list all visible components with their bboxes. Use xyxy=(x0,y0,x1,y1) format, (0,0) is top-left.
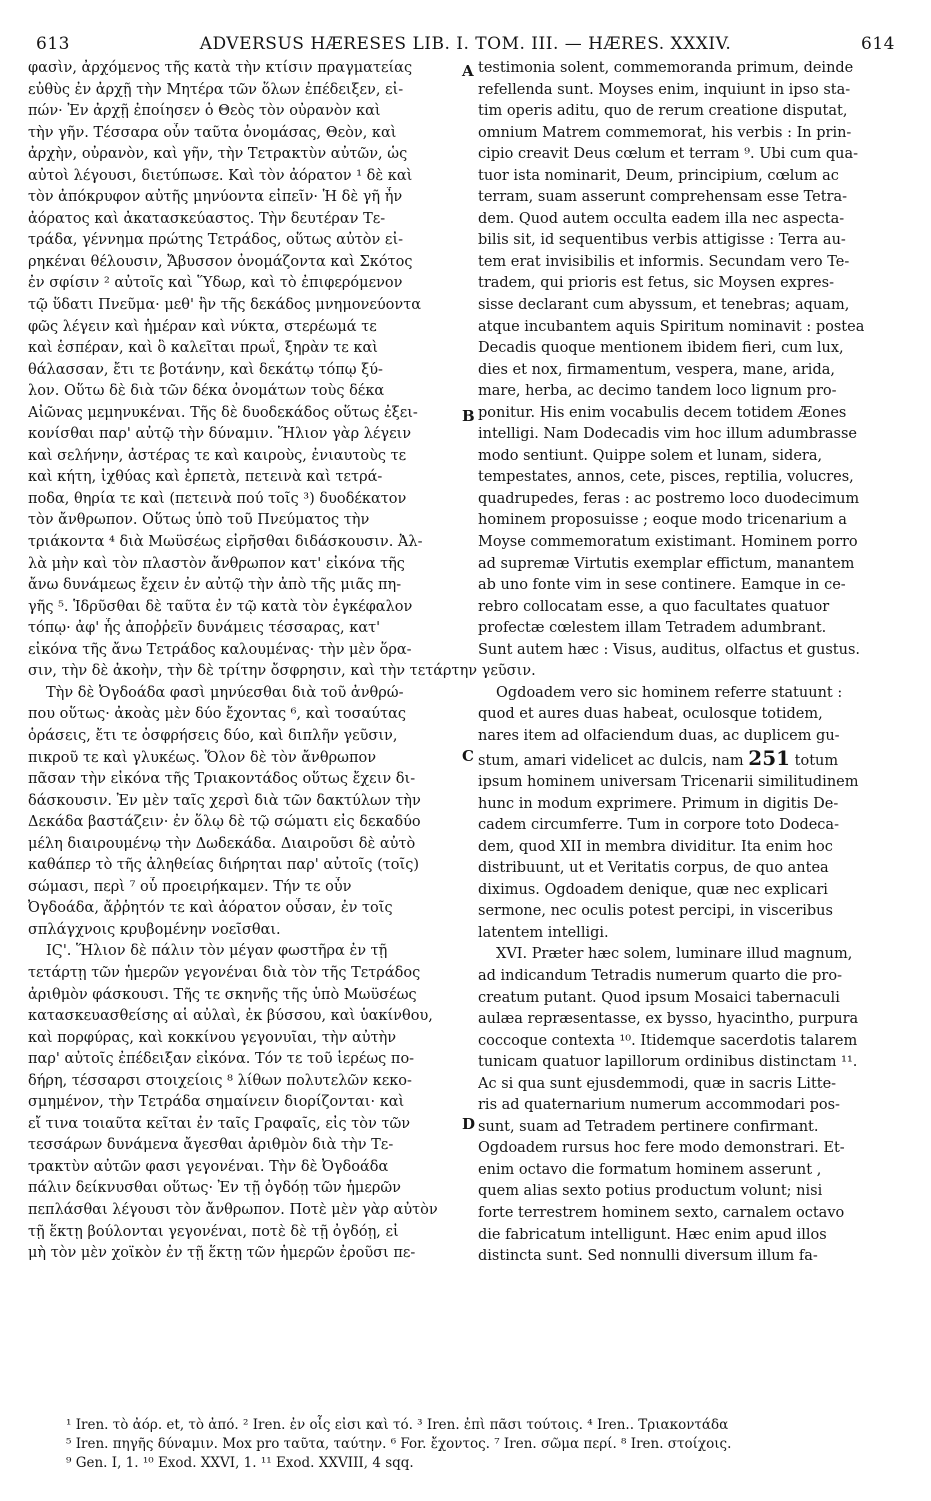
text-line: ad supremæ Virtutis exemplar effictum, manantem xyxy=(478,555,855,572)
text-line: atque incubantem aquis Spiritum nominavit : postea xyxy=(478,318,865,335)
text-line: τόπῳ· ἀφ' ἧς ἀποῤῥεῖν δυνάμεις τέσσαρας, κατ' xyxy=(28,620,381,637)
text-line: omnium Matrem commemorat, his verbis : In prin- xyxy=(478,124,852,141)
text-line: tunicam quatuor lapillorum ordinibus distinctam ¹¹. xyxy=(478,1054,858,1071)
text-line: φασὶν, ἀρχόμενος τῆς κατὰ τὴν κτίσιν πραγματείας xyxy=(28,60,413,76)
text-line: σπλάγχνοις κρυβομένην νοεῖσθαι. xyxy=(28,921,281,938)
text-line: diximus. Ogdoadem denique, quæ nec explicari xyxy=(478,881,828,898)
text-line: tuor ista nominarit, Deum, principium, cœlum ac xyxy=(478,167,839,184)
text-line: Τὴν δὲ Ὀγδοάδα φασὶ μηνύεσθαι διὰ τοῦ ἀνθρώ- xyxy=(46,684,404,701)
text-line: τῷ ὕδατι Πνεῦμα· μεθ' ἣν τῆς δεκάδος μνημονεύοντα xyxy=(28,297,422,314)
text-line: μέλη διαιρουμένῳ τὴν Δωδεκάδα. Διαιροῦσι δὲ αὐτὸ xyxy=(28,835,416,852)
text-line: Moyse commemoratum existimant. Hominem porro xyxy=(478,534,858,551)
text-line: rebro collocatam esse, a quo facultates quatuor xyxy=(478,598,830,615)
text-line: distincta sunt. Sed nonnulli diversum illum fa- xyxy=(478,1248,818,1265)
text-line: τράδα, γέννημα πρώτης Τετράδος, οὕτως αὐτὸν εἰ- xyxy=(28,232,404,249)
text-line: ὁράσεις, ἔτι τε ὀσφρήσεις δύο, καὶ διπλῆν γεῦσιν, xyxy=(28,727,398,744)
text-line: γῆς ⁵. Ἱδρῦσθαι δὲ ταῦτα ἐν τῷ κατὰ τὸν ἐγκέφαλον xyxy=(28,598,413,615)
text-line: enim octavo die formatum hominem asserunt , xyxy=(478,1161,822,1178)
text-line: sisse declarant cum abyssum, et tenebras; aquam, xyxy=(478,297,850,314)
text-line: καὶ κήτη, ἰχθύας καὶ ἑρπετὰ, πετεινὰ καὶ τετρά- xyxy=(28,469,383,486)
text-line: πάλιν δείκνυσθαι οὕτως· Ἐν τῇ ὀγδόῃ τῶν ἡμερῶν xyxy=(28,1180,401,1197)
footnote-line: ¹ Iren. τὸ ἀόρ. et, τὸ ἀπό. ² Iren. ἐν οἷς εἰσι καὶ τό. ³ Iren. ἐπὶ πᾶσι τούτοις. ⁴ Iren.. Τριακοντάδα xyxy=(66,1417,729,1433)
text-line: τρακτὺν αὐτῶν φασι γεγονέναι. Τὴν δὲ Ὀγδοάδα xyxy=(28,1158,389,1175)
text-line: aulæa repræsentasse, ex bysso, hyacintho, purpura xyxy=(478,1011,859,1028)
text-line: quem alias sexto potius productum volunt; nisi xyxy=(478,1183,823,1200)
text-line: Sunt autem hæc : Visus, auditus, olfactus et gustus. xyxy=(478,641,861,658)
text-line: καθάπερ τὸ τῆς ἀληθείας διήρηται παρ' αὐτοῖς (τοῖς) xyxy=(28,857,419,874)
text-line: τετάρτῃ τῶν ἡμερῶν γεγονέναι διὰ τὸν τῆς Τετράδος xyxy=(28,964,421,981)
margin-marker-c: C xyxy=(462,747,474,765)
text-line: ἀόρατος καὶ ἀκατασκεύαστος. Τὴν δευτέραν Τε- xyxy=(28,210,386,227)
text-line: σώμασι, περὶ ⁷ οὗ προειρήκαμεν. Τήν τε οὖν xyxy=(28,878,352,895)
text-line: πικροῦ τε καὶ γλυκέως. Ὅλον δὲ τὸν ἄνθρωπον xyxy=(28,749,377,766)
text-line: ipsum hominem universam Tricenarii similitudinem xyxy=(478,774,859,791)
text-line: stum, amari videlicet ac dulcis, nam 251 totum xyxy=(478,747,839,770)
latin-column xyxy=(478,58,894,1268)
text-line: σιν, τὴν δὲ ἀκοὴν, τὴν δὲ τρίτην ὄσφρησιν, καὶ τὴν τετάρτην γεῦσιν. xyxy=(28,663,536,680)
text-line: bilis sit, id sequentibus verbis attigisse : Terra au- xyxy=(478,232,846,249)
text-line: σμημένον, τὴν Τετράδα σημαίνειν διορίζονται· καὶ xyxy=(28,1094,405,1111)
text-line: κατασκευασθείσης αἱ αὐλαὶ, ἐκ βύσσου, καὶ ὑακίνθου, xyxy=(28,1008,433,1025)
text-line: distribuunt, ut et Veritatis corpus, de quo antea xyxy=(478,860,829,877)
footnote-line: ⁹ Gen. I, 1. ¹⁰ Exod. XXVI, 1. ¹¹ Exod. XXVIII, 4 sqq. xyxy=(66,1455,414,1471)
text-line: sunt, suam ad Tetradem pertinere confirmant. xyxy=(478,1118,819,1135)
text-line: δάσκουσιν. Ἐν μὲν ταῖς χερσὶ διὰ τῶν δακτύλων τὴν xyxy=(28,792,421,809)
text-line: ἐν σφίσιν ² αὐτοῖς καὶ Ὕδωρ, καὶ τὸ ἐπιφερόμενον xyxy=(28,275,403,292)
text-line: εἴ τινα τοιαῦτα κεῖται ἐν ταῖς Γραφαῖς, εἰς τὸν τῶν xyxy=(28,1115,411,1132)
text-line: εἰκόνα τῆς ἄνω Τετράδος καλουμένας· τὴν μὲν ὅρα- xyxy=(28,641,412,658)
text-line: ad indicandum Tetradis numerum quarto die pro- xyxy=(478,967,842,984)
margin-marker-a: A xyxy=(462,62,474,80)
text-line: μὴ τὸν μὲν χοϊκὸν ἐν τῇ ἕκτῃ τῶν ἡμερῶν ἐροῦσι πε- xyxy=(28,1245,416,1262)
text-line: creatum putant. Quod ipsum Mosaici tabernaculi xyxy=(478,989,840,1006)
text-line: κονίσθαι παρ' αὐτῷ τὴν δύναμιν. Ἥλιον γὰρ λέγειν xyxy=(28,426,412,443)
text-line: Ogdoadem rursus hoc fere modo demonstrari. Et- xyxy=(478,1140,845,1157)
text-line: hunc in modum exprimere. Primum in digitis De- xyxy=(478,795,839,812)
text-line: die fabricatum intelligunt. Hæc enim apud illos xyxy=(478,1226,827,1243)
text-line: Αἰῶνας μεμηνυκέναι. Τῆς δὲ δυοδεκάδος οὕτως ἐξει- xyxy=(28,404,418,421)
text-line: cadem circumferre. Tum in corpore toto Dodeca- xyxy=(478,817,839,834)
text-line: modo sentiunt. Quippe solem et lunam, sidera, xyxy=(478,447,823,464)
text-line: quadrupedes, feras : ac postremo loco duodecimum xyxy=(478,490,860,507)
text-line: Ac si qua sunt ejusdemmodi, quæ in sacris Litte- xyxy=(478,1075,837,1092)
text-line: refellenda sunt. Moyses enim, inquiunt in ipso sta- xyxy=(478,81,851,98)
running-title: ADVERSUS HÆRESES LIB. I. TOM. III. — HÆRES. XXXIV. xyxy=(199,34,732,54)
greek-column xyxy=(28,58,536,1265)
text-line: tem erat invisibilis et informis. Secundam vero Te- xyxy=(478,253,850,270)
text-line: tradem, qui prioris est fetus, sic Moysen expres- xyxy=(478,275,834,292)
running-header xyxy=(0,34,931,58)
page-number-left: 613 xyxy=(36,34,70,54)
original-page-number: 251 xyxy=(748,747,791,770)
text-line: καὶ σελήνην, ἀστέρας τε καὶ καιροὺς, ἐνιαυτοὺς τε xyxy=(28,447,407,464)
text-line: Ὀγδοάδα, ἄῤῥητόν τε καὶ ἀόρατον οὖσαν, ἐν τοῖς xyxy=(28,900,393,917)
text-line: ponitur. His enim vocabulis decem totidem Æones xyxy=(478,404,847,421)
text-line: καὶ πορφύρας, καὶ κοκκίνου γεγονυῖαι, τὴν αὐτὴν xyxy=(28,1029,397,1046)
text-line: τὸν ἄνθρωπον. Οὕτως ὑπὸ τοῦ Πνεύματος τὴν xyxy=(28,512,370,529)
text-line: τριάκοντα ⁴ διὰ Μωϋσέως εἰρῆσθαι διδάσκουσιν. Ἀλ- xyxy=(28,534,423,551)
text-line: ἀρχὴν, οὐρανὸν, καὶ γῆν, τὴν Τετρακτὺν αὐτῶν, ὡς xyxy=(28,146,408,163)
text-line: θάλασσαν, ἔτι τε βοτάνην, καὶ δεκάτῳ τόπῳ ξύ- xyxy=(28,361,383,378)
text-line xyxy=(478,661,894,683)
text-line: παρ' αὐτοῖς ἐπέδειξαν εἰκόνα. Τόν τε τοῦ ἱερέως πο- xyxy=(28,1051,415,1068)
text-line: τὸν ἀπόκρυφον αὐτῆς μηνύοντα εἰπεῖν· Ἡ δὲ γῆ ἦν xyxy=(28,189,403,206)
text-line: Decadis quoque mentionem ibidem fieri, cum lux, xyxy=(478,340,844,357)
text-line: λὰ μὴν καὶ τὸν πλαστὸν ἄνθρωπον κατ' εἰκόνα τῆς xyxy=(28,555,405,572)
text-line: φῶς λέγειν καὶ ἡμέραν καὶ νύκτα, στερέωμά τε xyxy=(28,318,377,335)
footnotes xyxy=(66,1416,906,1473)
text-line: δήρη, τέσσαρσι στοιχείοις ⁸ λίθων πολυτελῶν κεκο- xyxy=(28,1072,412,1089)
text-line: ποδα, θηρία τε καὶ (πετεινὰ πού τοῖς ³) δυοδέκατον xyxy=(28,490,407,507)
text-line: terram, suam asserunt comprehensam esse Tetra- xyxy=(478,189,847,206)
text-line: testimonia solent, commemoranda primum, deinde xyxy=(478,60,854,76)
text-line: sermone, nec oculis potest percipi, in visceribus xyxy=(478,903,833,920)
text-line: ΙϚ'. Ἥλιον δὲ πάλιν τὸν μέγαν φωστῆρα ἐν τῇ xyxy=(46,943,388,960)
text-line: coccoque contexta ¹⁰. Itidemque sacerdotis talarem xyxy=(478,1032,858,1049)
text-line: καὶ ἑσπέραν, καὶ ὃ καλεῖται πρωΐ, ξηρὰν τε καὶ xyxy=(28,340,378,357)
text-line: intelligi. Nam Dodecadis vim hoc illum adumbrasse xyxy=(478,426,858,443)
text-fragment: totum xyxy=(790,752,839,769)
text-line: quod et aures duas habeat, oculosque totidem, xyxy=(478,706,823,723)
margin-marker-b: B xyxy=(462,407,475,425)
text-line: mare, herba, ac decimo tandem loco lignum pro- xyxy=(478,383,837,400)
text-line: dem. Quod autem occulta eadem illa nec aspecta- xyxy=(478,210,845,227)
text-line: αὐτοὶ λέγουσι, διετύπωσε. Καὶ τὸν ἀόρατον ¹ δὲ καὶ xyxy=(28,167,413,184)
text-line: τῇ ἕκτῃ βούλονται γεγονέναι, ποτὲ δὲ τῇ ὀγδόῃ, εἰ xyxy=(28,1223,399,1240)
text-line: latentem intelligi. xyxy=(478,924,609,941)
text-line: ἀριθμὸν φάσκουσι. Τῆς τε σκηνῆς τῆς ὑπὸ Μωϋσέως xyxy=(28,986,417,1003)
text-line: Δεκάδα βαστάζειν· ἐν ὅλῳ δὲ τῷ σώματι εἰς δεκαδύο xyxy=(28,814,421,831)
text-line: που οὕτως· ἀκοὰς μὲν δύο ἔχοντας ⁶, καὶ τοσαύτας xyxy=(28,706,407,723)
text-line: ris ad quaternarium numerum accommodari pos- xyxy=(478,1097,840,1114)
text-line: dem, quod XII in membra dividitur. Ita enim hoc xyxy=(478,838,833,855)
text-line: πών· Ἐν ἀρχῇ ἐποίησεν ὁ Θεὸς τὸν οὐρανὸν καὶ xyxy=(28,103,381,120)
text-line: τὴν γῆν. Τέσσαρα οὖν ταῦτα ὀνομάσας, Θεὸν, καὶ xyxy=(28,124,397,141)
text-line: profectæ cœlestem illam Tetradem adumbrant. xyxy=(478,620,827,637)
text-line: ἄνω δυνάμεως ἔχειν ἐν αὐτῷ τὴν ἀπὸ τῆς μιᾶς πη- xyxy=(28,577,402,594)
text-line: τεσσάρων δυνάμενα ἄγεσθαι ἀριθμὸν διὰ τὴν Τε- xyxy=(28,1137,394,1154)
text-line: hominem proposuisse ; eoque modo tricenarium a xyxy=(478,512,847,529)
text-line: ab uno fonte vim in sese continere. Eamque in ce- xyxy=(478,577,846,594)
text-line: εὐθὺς ἐν ἀρχῇ τὴν Μητέρα τῶν ὅλων ἐπέδειξεν, εἰ- xyxy=(28,81,404,98)
margin-marker-d: D xyxy=(462,1115,476,1133)
text-line: cipio creavit Deus cœlum et terram ⁹. Ubi cum qua- xyxy=(478,146,859,163)
text-line: nares item ad olfaciendum duas, ac duplicem gu- xyxy=(478,727,840,744)
text-line: πᾶσαν τὴν εἰκόνα τῆς Τριακοντάδος οὕτως ἔχειν δι- xyxy=(28,771,416,788)
text-line: πεπλάσθαι λέγουσι τὸν ἄνθρωπον. Ποτὲ μὲν γὰρ αὐτὸν xyxy=(28,1201,438,1218)
text-line: XVI. Præter hæc solem, luminare illud magnum, xyxy=(496,946,853,963)
text-line: tempestates, annos, cete, pisces, reptilia, volucres, xyxy=(478,469,854,486)
text-line: ρηκέναι θέλουσιν, Ἄβυσσον ὀνομάζοντα καὶ Σκότος xyxy=(28,253,413,270)
text-line: forte terrestrem hominem sexto, carnalem octavo xyxy=(478,1204,845,1221)
text-line: λον. Οὕτω δὲ διὰ τῶν δέκα ὀνομάτων τοὺς δέκα xyxy=(28,383,385,400)
text-line: tim operis aditu, quo de rerum creatione disputat, xyxy=(478,103,848,120)
footnote-line: ⁵ Iren. πηγῆς δύναμιν. Mox pro ταῦτα, ταύτην. ⁶ For. ἔχοντος. ⁷ Iren. σῶμα περί. ⁸ Iren. στοίχοις. xyxy=(66,1436,732,1452)
text-line: dies et nox, firmamentum, vespera, mane, arida, xyxy=(478,361,835,378)
text-line: Ogdoadem vero sic hominem referre statuunt : xyxy=(496,684,843,701)
page-number-right: 614 xyxy=(861,34,895,54)
